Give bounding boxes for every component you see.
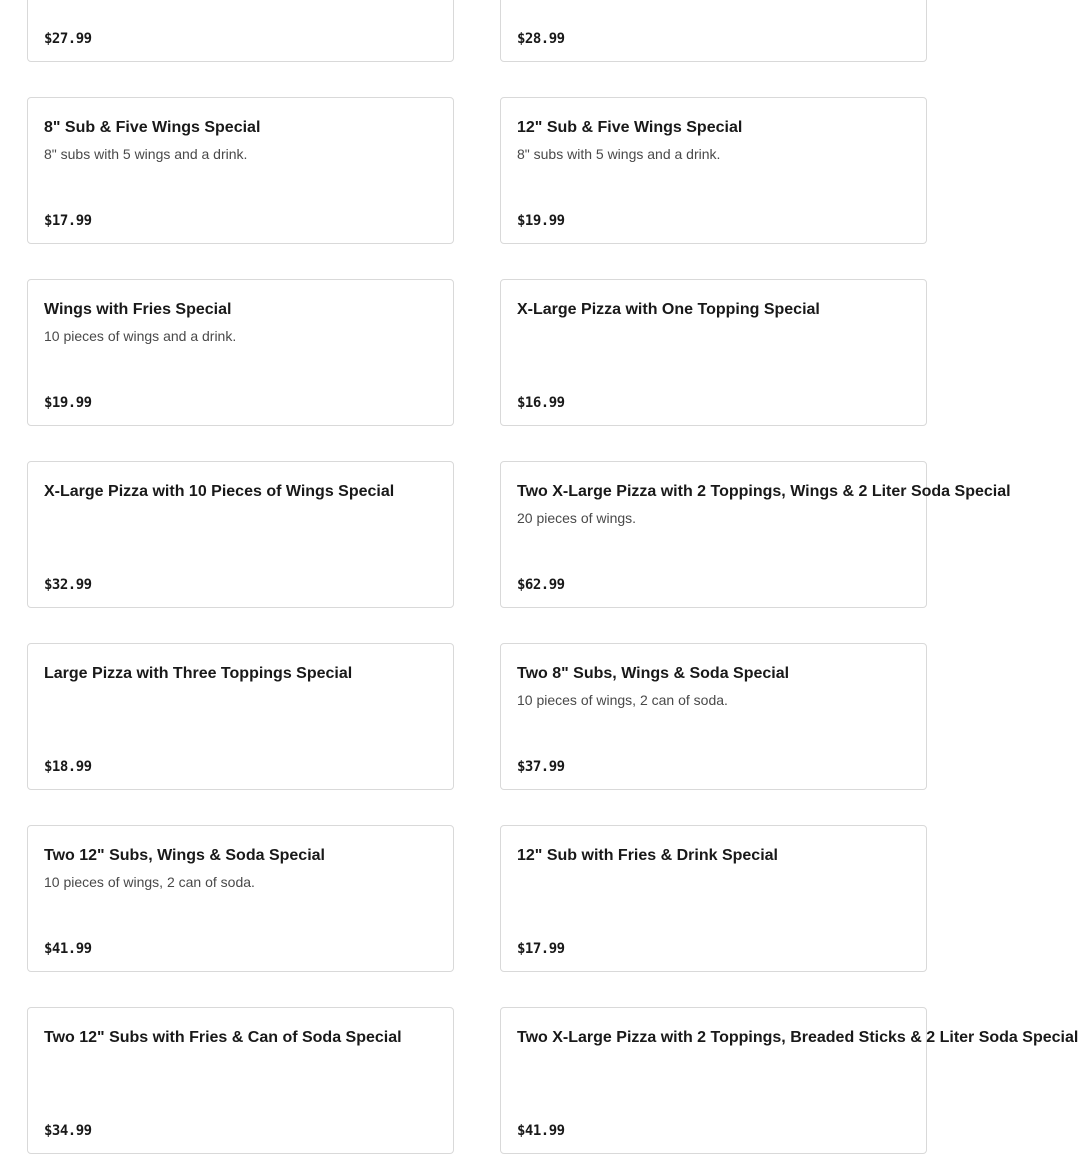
menu-item-price: $62.99 — [517, 577, 565, 593]
menu-item-title: Large Pizza with Three Toppings Special — [44, 665, 353, 682]
menu-item-description: 20 pieces of wings. — [517, 510, 637, 526]
menu-item-price: $32.99 — [44, 577, 92, 593]
menu-item-card[interactable] — [500, 825, 927, 972]
menu-item-title: X-Large Pizza with One Topping Special — [517, 301, 820, 318]
menu-item-price: $28.99 — [517, 31, 565, 47]
menu-item-title: Two 12" Subs, Wings & Soda Special — [44, 847, 325, 864]
menu-item-price: $19.99 — [44, 395, 92, 411]
menu-item-title: Two 8" Subs, Wings & Soda Special — [517, 665, 790, 682]
menu-item-card[interactable] — [27, 279, 454, 426]
menu-item-price: $41.99 — [517, 1123, 565, 1139]
menu-item-price: $16.99 — [517, 395, 565, 411]
menu-item-title: Two X-Large Pizza with 2 Toppings, Breaded Sticks & 2 Liter Soda Special — [517, 1029, 1078, 1046]
menu-item-card[interactable] — [27, 825, 454, 972]
menu-item-description: 10 pieces of wings, 2 can of soda. — [517, 692, 728, 708]
menu-item-title: 12" Sub & Five Wings Special — [517, 119, 743, 136]
menu-item-card[interactable] — [27, 97, 454, 244]
menu-item-title: Two X-Large Pizza with 2 Toppings, Wings & 2 Liter Soda Special — [517, 483, 1011, 500]
menu-item-card[interactable] — [500, 279, 927, 426]
menu-item-description: 8" subs with 5 wings and a drink. — [44, 146, 248, 162]
menu-item-price: $17.99 — [44, 213, 92, 229]
menu-item-title: Wings with Fries Special — [44, 301, 232, 318]
menu-item-title: 12" Sub with Fries & Drink Special — [517, 847, 778, 864]
menu-item-card[interactable] — [27, 1007, 454, 1154]
menu-item-card[interactable] — [27, 643, 454, 790]
menu-item-title: Two 12" Subs with Fries & Can of Soda Special — [44, 1029, 402, 1046]
menu-item-price: $34.99 — [44, 1123, 92, 1139]
menu-item-price: $19.99 — [517, 213, 565, 229]
menu-item-description: 10 pieces of wings, 2 can of soda. — [44, 874, 255, 890]
menu-item-card[interactable] — [500, 0, 927, 62]
menu-item-card[interactable] — [500, 97, 927, 244]
menu-item-title: X-Large Pizza with 10 Pieces of Wings Special — [44, 483, 395, 500]
menu-item-card[interactable] — [27, 461, 454, 608]
menu-item-card[interactable] — [500, 1007, 1078, 1154]
menu-item-price: $37.99 — [517, 759, 565, 775]
menu-item-card[interactable] — [500, 643, 927, 790]
menu-item-description: 8" subs with 5 wings and a drink. — [517, 146, 721, 162]
menu-item-card[interactable] — [500, 461, 1011, 608]
menu-item-price: $41.99 — [44, 941, 92, 957]
menu-item-description: 10 pieces of wings and a drink. — [44, 328, 237, 344]
menu-item-card[interactable] — [27, 0, 454, 62]
menu-item-price: $17.99 — [517, 941, 565, 957]
menu-item-title: 8" Sub & Five Wings Special — [44, 119, 261, 136]
menu-item-price: $18.99 — [44, 759, 92, 775]
menu-item-price: $27.99 — [44, 31, 92, 47]
